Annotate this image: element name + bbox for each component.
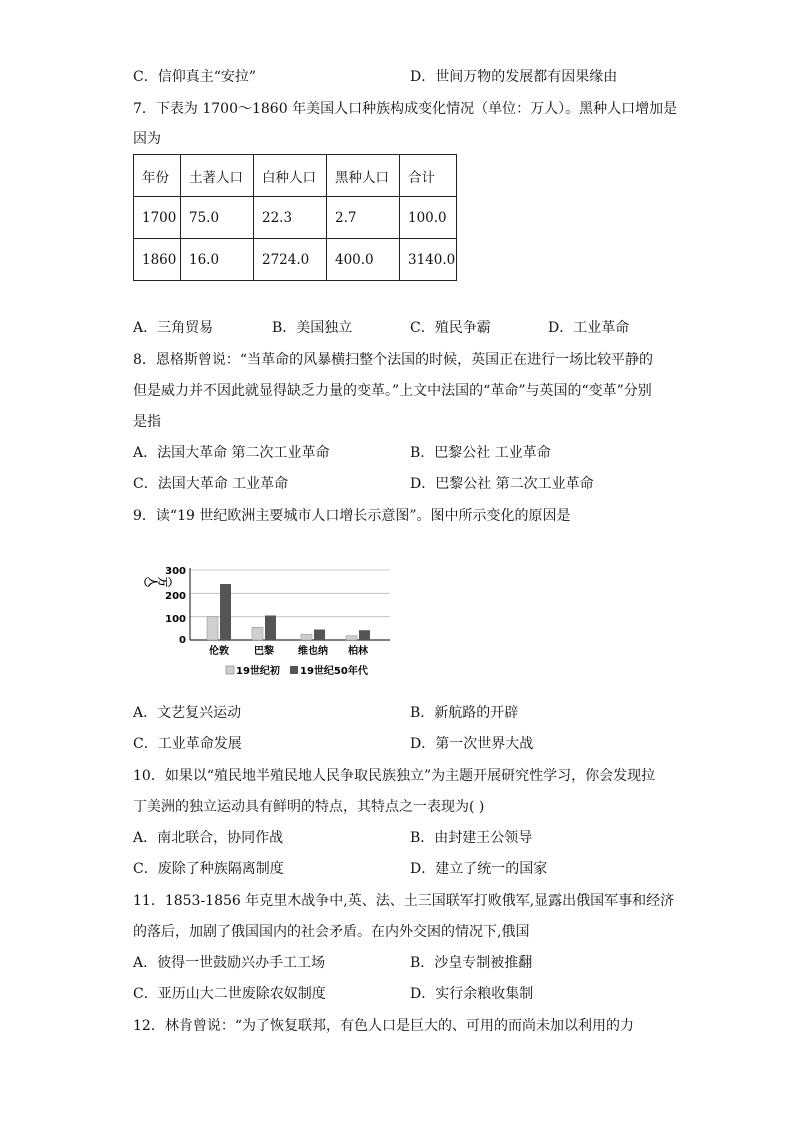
table-cell: 400.0 [327, 239, 400, 281]
y-axis-unit-label: （万人） [138, 574, 178, 586]
q10-option-a[interactable]: A．南北联合，协同作战 [133, 830, 284, 846]
q11-option-c[interactable]: C．亚历山大二世废除农奴制度 [133, 986, 326, 1002]
q9-option-d[interactable]: D．第一次世界大战 [410, 736, 534, 752]
q8-option-c[interactable]: C．法国大革命 工业革命 [133, 476, 289, 492]
q7-option-b[interactable]: B．美国独立 [272, 320, 353, 336]
table-cell: 16.0 [181, 239, 254, 281]
bar-1850s-4 [359, 630, 370, 640]
q11-option-a[interactable]: A．彼得一世鼓励兴办手工工场 [133, 955, 326, 971]
q12-stem-line-1: 12．林肯曾说：“为了恢复联邦，有色人口是巨大的、可用的而尚未加以利用的力 [133, 1018, 634, 1034]
legend-swatch-1850s [290, 666, 298, 674]
q8-stem-line-2: 但是威力并不因此就显得缺乏力量的变革。”上文中法国的“革命”与英国的“变革”分别 [133, 383, 652, 399]
q6-option-d[interactable]: D．世间万物的发展都有因果缘由 [410, 69, 618, 85]
x-tick-label: 柏林 [348, 646, 368, 657]
table-cell: 1860 [134, 239, 181, 281]
table-row [134, 197, 457, 239]
table-header-cell: 土著人口 [181, 155, 254, 197]
legend-label: 19世纪50年代 [300, 666, 368, 677]
q11-option-d[interactable]: D．实行余粮收集制 [410, 986, 534, 1002]
bar-1850s-1 [220, 584, 231, 640]
q7-stem-line-1: 7．下表为 1700～1860 年美国人口种族构成变化情况（单位：万人）。黑种人口增加是 [133, 101, 678, 117]
table-cell: 100.0 [400, 197, 457, 239]
q7-stem-line-2: 因为 [133, 131, 161, 147]
q10-option-c[interactable]: C．废除了种族隔离制度 [133, 861, 284, 877]
bar-1850s-2 [265, 616, 276, 641]
q8-option-b[interactable]: B．巴黎公社 工业革命 [410, 445, 551, 461]
legend-label: 19世纪初 [236, 666, 280, 677]
q8-stem-line-3: 是指 [133, 414, 161, 430]
q11-option-b[interactable]: B．沙皇专制被推翻 [410, 955, 533, 971]
bar-early-19c-3 [301, 634, 312, 640]
q7-option-a[interactable]: A．三角贸易 [133, 320, 214, 336]
table-cell: 2724.0 [254, 239, 327, 281]
x-tick-label: 维也纳 [298, 646, 328, 657]
table-header-row [134, 155, 457, 197]
y-tick-label: 300 [165, 566, 186, 577]
table-header-cell: 合计 [400, 155, 457, 197]
legend-swatch-early [226, 666, 234, 674]
q7-option-c[interactable]: C．殖民争霸 [410, 320, 491, 336]
table-cell: 22.3 [254, 197, 327, 239]
bar-early-19c-2 [252, 627, 263, 640]
x-tick-label: 巴黎 [254, 646, 274, 657]
table-cell: 1700 [134, 197, 181, 239]
chart-bars [207, 584, 370, 640]
y-tick-label: 200 [165, 591, 186, 602]
q10-stem-line-2: 丁美洲的独立运动具有鲜明的特点，其特点之一表现为( ) [133, 799, 485, 815]
table-cell: 3140.0 [400, 239, 457, 281]
city-population-chart [138, 558, 410, 688]
q9-option-c[interactable]: C．工业革命发展 [133, 736, 242, 752]
y-tick-label: 100 [165, 614, 186, 625]
q10-stem-line-1: 10．如果以“殖民地半殖民地人民争取民族独立”为主题开展研究性学习，你会发现拉 [133, 768, 656, 784]
bar-1850s-3 [314, 630, 325, 641]
q7-option-d[interactable]: D．工业革命 [548, 320, 630, 336]
q9-stem: 9．读“19 世纪欧洲主要城市人口增长示意图”。图中所示变化的原因是 [133, 508, 571, 524]
table-row [134, 239, 457, 281]
population-table [133, 154, 457, 281]
table-cell: 75.0 [181, 197, 254, 239]
q8-option-d[interactable]: D．巴黎公社 第二次工业革命 [410, 476, 594, 492]
table-cell: 2.7 [327, 197, 400, 239]
y-tick-label: 0 [179, 635, 186, 646]
chart-svg [138, 558, 410, 688]
q9-option-b[interactable]: B．新航路的开辟 [410, 705, 519, 721]
q11-stem-line-1: 11．1853-1856 年克里木战争中,英、法、土三国联军打败俄军,显露出俄国军事和经济 [133, 893, 675, 909]
x-tick-label: 伦敦 [209, 646, 229, 657]
table-header-cell: 黑种人口 [327, 155, 400, 197]
q6-option-c[interactable]: C．信仰真主“安拉” [133, 69, 257, 85]
bar-early-19c-1 [207, 617, 218, 640]
table-header-cell: 白种人口 [254, 155, 327, 197]
q10-option-d[interactable]: D．建立了统一的国家 [410, 861, 548, 877]
q11-stem-line-2: 的落后，加剧了俄国国内的社会矛盾。在内外交困的情况下,俄国 [133, 924, 530, 940]
table-header-cell: 年份 [134, 155, 181, 197]
bar-early-19c-4 [346, 636, 357, 640]
q8-option-a[interactable]: A．法国大革命 第二次工业革命 [133, 445, 330, 461]
q10-option-b[interactable]: B．由封建王公领导 [410, 830, 533, 846]
q9-option-a[interactable]: A．文艺复兴运动 [133, 705, 242, 721]
q8-stem-line-1: 8．恩格斯曾说：“当革命的风暴横扫整个法国的时候，英国正在进行一场比较平静的 [133, 352, 654, 368]
